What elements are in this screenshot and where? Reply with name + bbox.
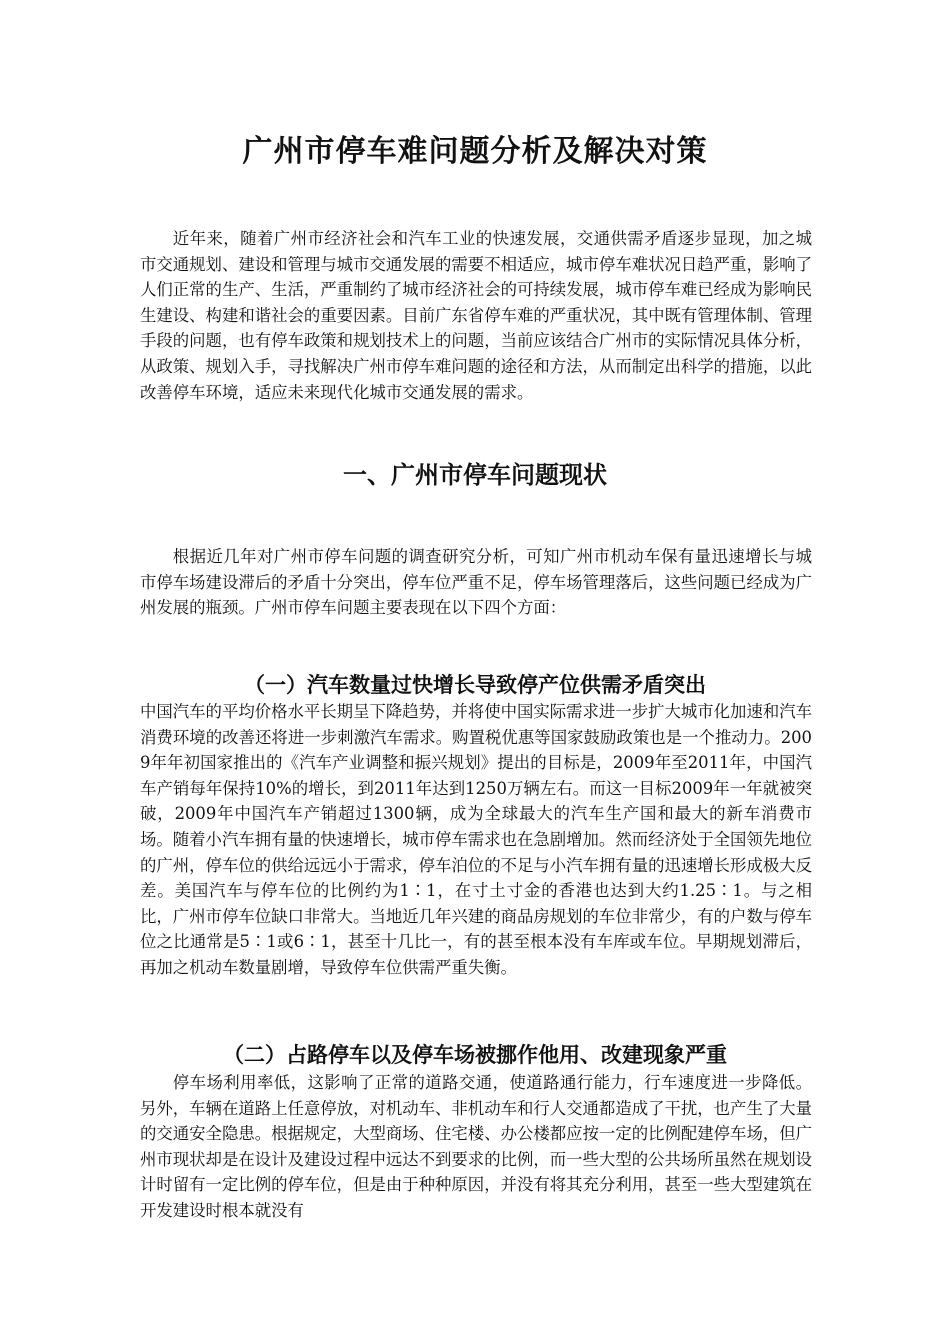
subsection-2-body: 停车场利用率低，这影响了正常的道路交通，使道路通行能力，行车速度进一步降低。另外，车辆在道路上任意停放，对机动车、非机动车和行人交通都造成了干扰，也产生了大量的交通安全隐患。根据规定，大型商场、住宅楼、办公楼都应按一定的比例配建停车场，但广州市现状却是在设计及建设过程中远达不到要求的比例，而一些大型的公共场所虽然在规划设计时留有一定比例的停车位，但是由于种种原因，并没有将其充分利用，甚至一些大型建筑在开发建设时根本就没有 xyxy=(140,1073,813,1220)
subsection-1-body: 中国汽车的平均价格水平长期呈下降趋势，并将使中国实际需求进一步扩大城市化加速和汽车消费环境的改善还将进一步刺激汽车需求。购置税优惠等国家鼓励政策也是一个推动力。2009年年初国家推出的《汽车产业调整和振兴规划》提出的目标是，2009年至2011年，中国汽车产销每年保持10%的增长，到2011年达到1250万辆左右。而这一目标2009年一年就被突破，2009年中国汽车产销超过1300辆，成为全球最大的汽车生产国和最大的新车消费市场。随着小汽车拥有量的快速增长，城市停车需求也在急剧增加。然而经济处于全国领先地位的广州，停车位的供给远远小于需求，停车泊位的不足与小汽车拥有量的迅速增长形成极大反差。美国汽车与停车位的比例约为1∶1，在寸土寸金的香港也达到大约1.25∶1。与之相比，广州市停车位缺口非常大。当地近几年兴建的商品房规划的车位非常少，有的户数与停车位之比通常是5∶1或6∶1，甚至十几比一，有的甚至根本没有车库或车位。早期规划滞后，再加之机动车数量剧增，导致停车位供需严重失衡。 xyxy=(140,702,813,977)
intro-paragraph: 近年来，随着广州市经济社会和汽车工业的快速发展，交通供需矛盾逐步显现，加之城市交通规划、建设和管理与城市交通发展的需要不相适应，城市停车难状况日趋严重，影响了人们正常的生产、生活，严重制约了城市经济社会的可持续发展，城市停车难已经成为影响民生建设、构建和谐社会的重要因素。目前广东省停车难的严重状况，其中既有管理体制、管理手段的问题，也有停车政策和规划技术上的问题，当前应该结合广州市的实际情况具体分析，从政策、规划入手，寻找解决广州市停车难问题的途径和方法，从而制定出科学的措施，以此改善停车环境，适应未来现代化城市交通发展的需求。 xyxy=(140,229,813,402)
section-1-intro-paragraph: 根据近几年对广州市停车问题的调查研究分析，可知广州市机动车保有量迅速增长与城市停车场建设滞后的矛盾十分突出，停车位严重不足，停车场管理落后，这些问题已经成为广州发展的瓶颈。广州市停车问题主要表现在以下四个方面： xyxy=(140,547,813,618)
document-title: 广州市停车难问题分析及解决对策 xyxy=(242,134,708,169)
subsection-1-heading: （一）汽车数量过快增长导致停产位供需矛盾突出 xyxy=(244,673,706,697)
subsection-2-heading: （二）占路停车以及停车场被挪作他用、改建现象严重 xyxy=(223,1043,727,1067)
section-1-heading: 一、广州市停车问题现状 xyxy=(343,461,607,489)
